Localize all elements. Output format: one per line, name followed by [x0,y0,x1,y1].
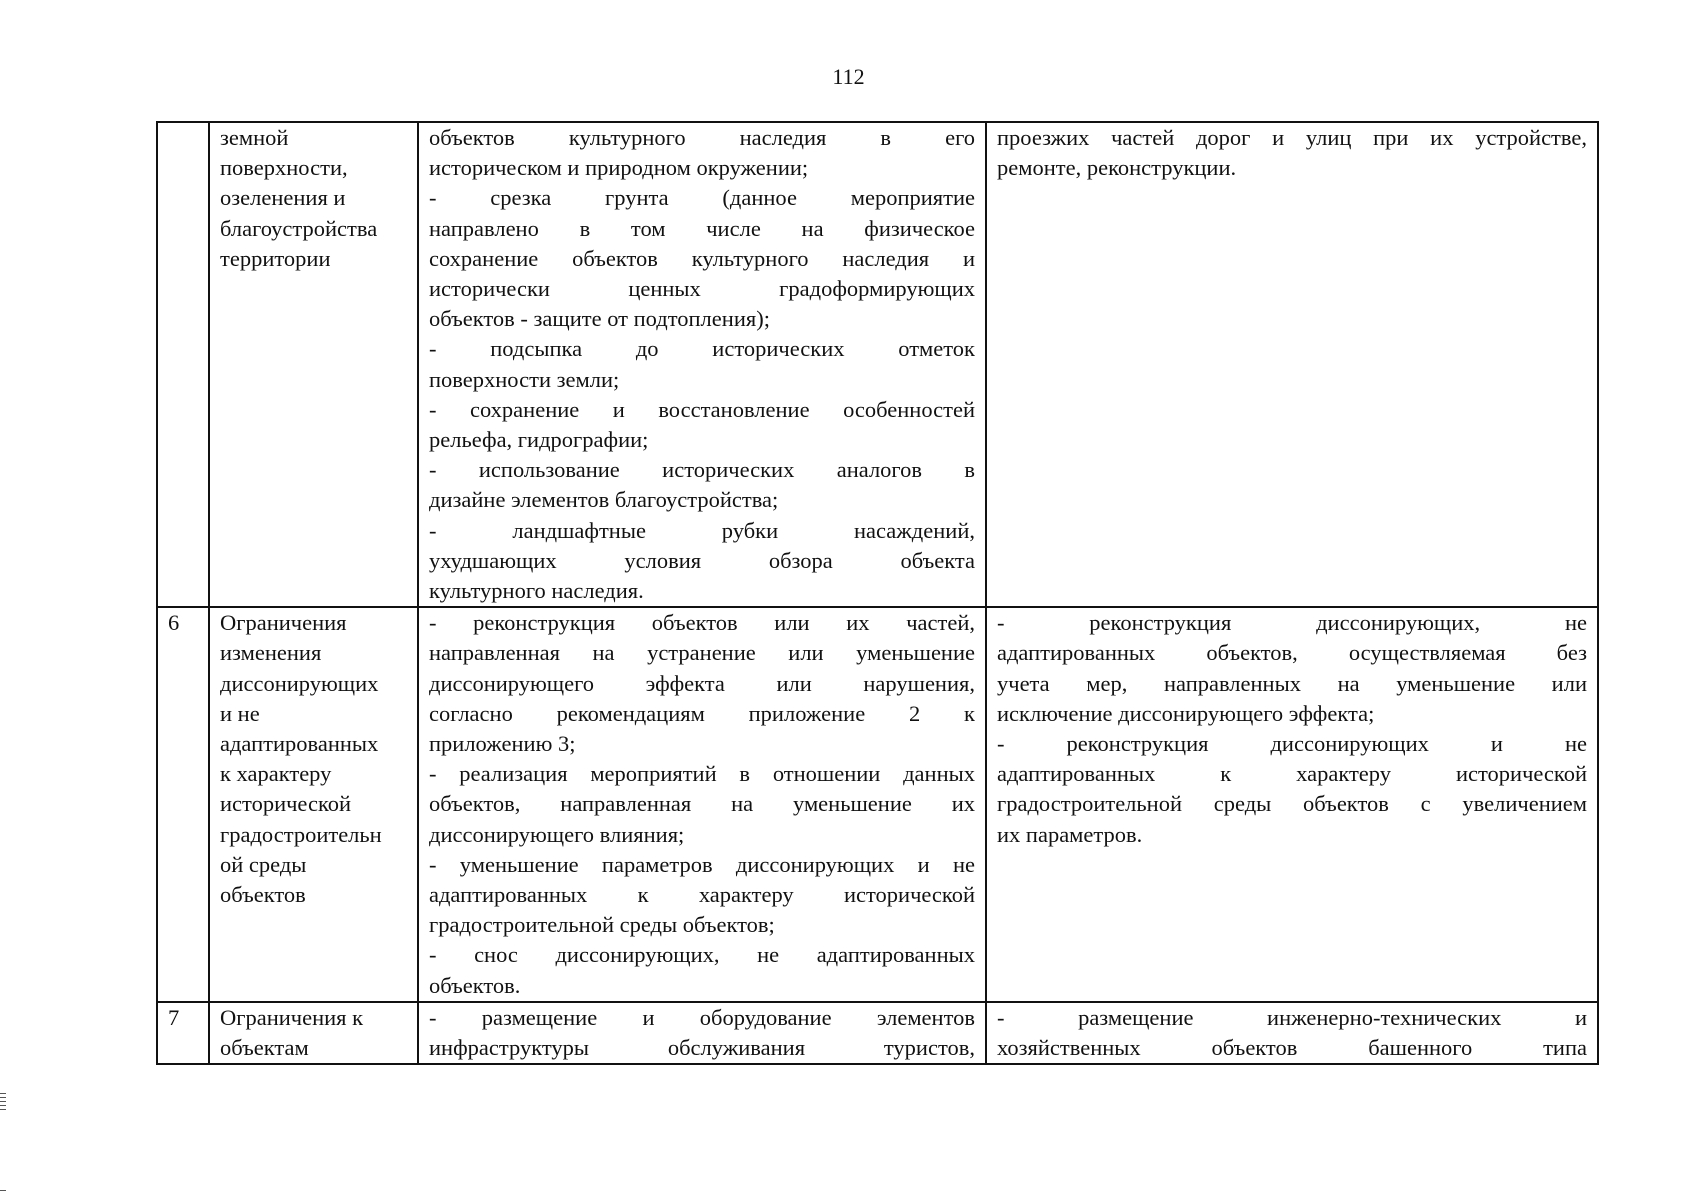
row-number-cell [157,122,209,607]
text-line: направленная на устранение или уменьшение [429,640,975,666]
text-line: приложению 3; [429,731,576,757]
name-line: территории [220,245,331,271]
name-line: ой среды [220,851,307,877]
scan-edge-mark [0,1097,6,1098]
name-line: объектов [220,882,306,908]
text-line: объектов, направленная на уменьшение их [429,791,975,817]
text-line: проезжих частей дорог и улиц при их устройстве, [997,125,1587,150]
scan-edge-mark [0,1105,6,1106]
text-line: их параметров. [997,821,1143,847]
name-line: адаптированных [220,731,379,757]
text-line: - ландшафтные рубки насаждений, [429,517,975,543]
restriction-name-cell [209,122,418,607]
text-line: культурного наследия. [429,578,644,604]
name-line: градостроительн [220,821,382,847]
table-row [157,122,1598,607]
name-line: благоустройства [220,215,378,241]
name-line: озеленения и [220,185,346,211]
text-line: рельефа, гидрографии; [429,427,649,453]
text-line: градостроительной среды объектов с увеличением [997,791,1587,817]
scan-edge-mark [0,1101,6,1102]
name-line: и не [220,700,260,726]
text-line: - срезка грунта (данное мероприятие [429,185,975,211]
row-number-cell [157,1002,209,1064]
text-line: адаптированных к характеру исторической [997,761,1587,787]
name-line: земной [220,125,289,150]
text-line: согласно рекомендациям приложение 2 к [429,700,975,726]
name-line: изменения [220,640,322,666]
name-line: поверхности, [220,155,348,181]
name-line: Ограничения к [220,1004,364,1030]
prohibited-measures-cell [986,607,1598,1002]
allowed-measures-cell [418,1002,986,1064]
text-line: направлено в том числе на физическое [429,215,975,241]
text-line: учета мер, направленных на уменьшение или [997,670,1587,696]
text-line: объектов - защите от подтопления); [429,306,770,332]
text-line: объектов культурного наследия в его [429,125,975,150]
text-line: исторически ценных градоформирующих [429,276,975,302]
name-line: объектам [220,1035,309,1061]
text-line: адаптированных объектов, осуществляемая без [997,640,1587,666]
scan-edge-mark [0,1190,6,1191]
text-line: инфраструктуры обслуживания туристов, [429,1035,975,1061]
text-line: - использование исторических аналогов в [429,457,975,483]
restriction-name-cell [209,607,418,1002]
name-line: диссонирующих [220,670,379,696]
table-row [157,1002,1598,1064]
row-number: 6 [168,610,180,636]
text-line: объектов. [429,972,521,998]
text-line: дизайне элементов благоустройства; [429,487,779,513]
text-line: - уменьшение параметров диссонирующих и не [429,851,975,877]
allowed-measures-cell [418,122,986,607]
text-line: хозяйственных объектов башенного типа [997,1035,1587,1061]
text-line: - сохранение и восстановление особенностей [429,396,975,422]
table-row [157,607,1598,1002]
text-line: исключение диссонирующего эффекта; [997,700,1375,726]
text-line: ремонте, реконструкции. [997,155,1237,181]
text-line: - реализация мероприятий в отношении данных [429,761,975,787]
text-line: - подсыпка до исторических отметок [429,336,975,362]
prohibited-measures-cell [986,122,1598,607]
text-line: - размещение и оборудование элементов [429,1004,975,1030]
text-line: ухудшающих условия обзора объекта [429,547,975,573]
page-number: 112 [832,64,865,89]
text-line: поверхности земли; [429,366,620,392]
name-line: к характеру [220,761,332,787]
name-line: исторической [220,791,352,817]
text-line: - снос диссонирующих, не адаптированных [429,942,975,968]
text-line: историческом и природном окружении; [429,155,809,181]
restriction-name-cell [209,1002,418,1064]
scan-edge-mark [0,1109,6,1110]
text-line: - размещение инженерно-технических и [997,1004,1587,1030]
text-line: - реконструкция диссонирующих, не [997,610,1587,636]
prohibited-measures-cell [986,1002,1598,1064]
text-line: - реконструкция объектов или их частей, [429,610,975,636]
scan-edge-mark [0,1093,6,1094]
restrictions-table [156,121,1599,1065]
row-number: 7 [168,1004,180,1030]
text-line: диссонирующего эффекта или нарушения, [429,670,975,696]
text-line: диссонирующего влияния; [429,821,685,847]
text-line: адаптированных к характеру исторической [429,882,975,908]
name-line: Ограничения [220,610,347,636]
text-line: - реконструкция диссонирующих и не [997,731,1587,757]
row-number-cell [157,607,209,1002]
allowed-measures-cell [418,607,986,1002]
text-line: сохранение объектов культурного наследия и [429,245,975,271]
text-line: градостроительной среды объектов; [429,912,775,938]
